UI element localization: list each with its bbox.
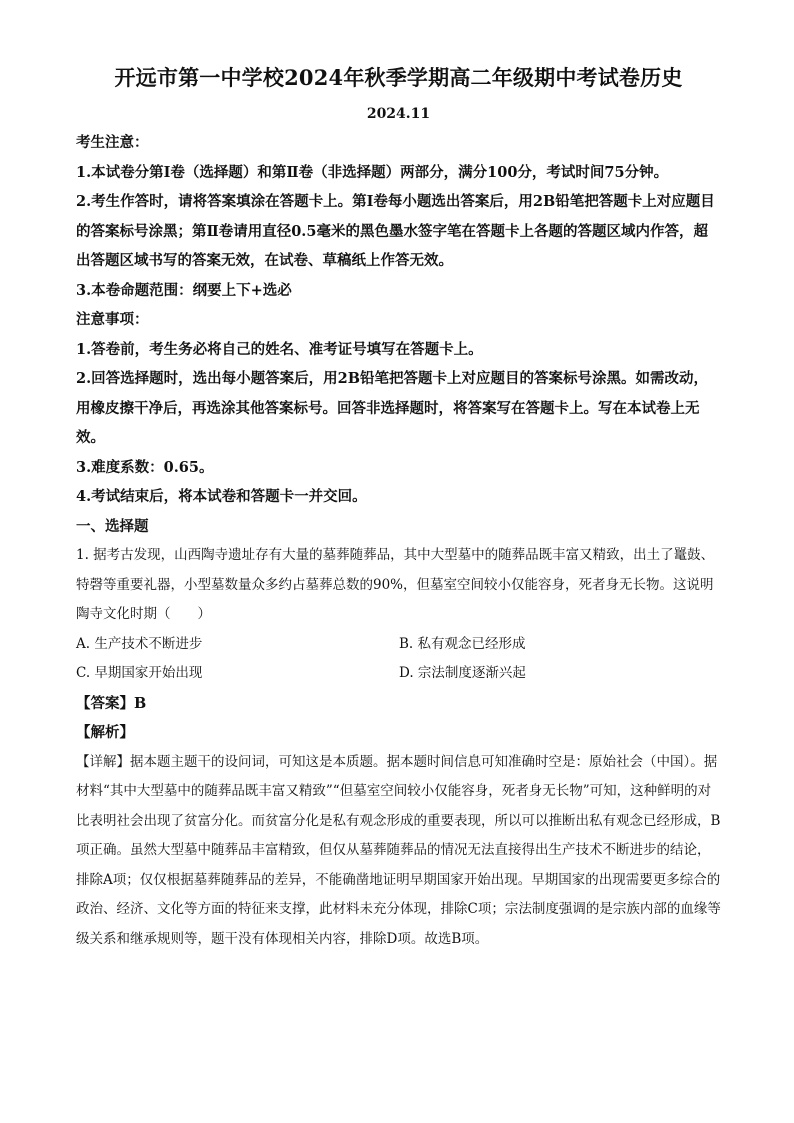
option-a: A. 生产技术不断进步 — [76, 635, 203, 652]
exam-page — [76, 60, 721, 954]
question-stem: 1. 据考古发现，山西陶寺遗址存有大量的墓葬随葬品，其中大型墓中的随葬品既丰富又精致，出土了鼍鼓、特磬等重要礼器，小型墓数量众多约占墓葬总数的90%，但墓室空间较小仅能容身，死者身无长物。这说明陶寺文化时期（ ） — [76, 547, 715, 622]
notice-item-2: 2.考生作答时，请将答案填涂在答题卡上。第Ⅰ卷每小题选出答案后，用2B铅笔把答题卡上对应题目的答案标号涂黑；第Ⅱ卷请用直径0.5毫米的黑色墨水签字笔在答题卡上各题的答题区域内作答，超出答题区域书写的答案无效，在试卷、草稿纸上作答无效。 — [76, 193, 715, 269]
instructions-item-3: 3.难度系数：0.65。 — [76, 458, 214, 476]
option-d: D. 宗法制度逐渐兴起 — [399, 665, 526, 681]
instructions-item-4: 4.考试结束后，将本试卷和答题卡一并交回。 — [76, 488, 367, 505]
notice-heading: 考生注意： — [76, 134, 149, 151]
notice-item-1: 1.本试卷分第Ⅰ卷（选择题）和第Ⅱ卷（非选择题）两部分，满分100分，考试时间75分钟。 — [76, 163, 669, 181]
instructions-heading: 注意事项： — [76, 311, 149, 328]
exam-title: 开远市第一中学校2024年秋季学期高二年级期中考试卷历史 — [114, 65, 683, 90]
analysis-detail: 【详解】据本题主题干的设问词，可知这是本质题。据本题时间信息可知准确时空是：原始社会（中国）。据材料“其中大型墓中的随葬品既丰富又精致”“但墓室空间较小仅能容身，死者身无长物”可知，这种鲜明的对比表明社会出现了贫富分化。而贫富分化是私有观念形成的重要表现，所以可以推断出私有观念已经形成，B项正确。虽然大型墓中随葬品丰富精致，但仅从墓葬随葬品的情况无法直接得出生产技术不断进步的结论，排除A项；仅仅根据墓葬随葬品的差异，不能确凿地证明早期国家开始出现。早期国家的出现需要更多综合的政治、经济、文化等方面的特征来支撑，此材料未充分体现，排除C项；宗法制度强调的是宗族内部的血缘等级关系和继承规则等，题干没有体现相关内容，排除D项。故选B项。 — [76, 753, 721, 947]
exam-date: 2024.11 — [366, 106, 431, 122]
option-c: C. 早期国家开始出现 — [76, 665, 203, 681]
answer-line: 【答案】B — [76, 694, 147, 712]
instructions-item-1: 1.答卷前，考生务必将自己的姓名、准考证号填写在答题卡上。 — [76, 340, 483, 358]
notice-item-3: 3.本卷命题范围：纲要上下+选必 — [76, 281, 292, 299]
section-heading: 一、选择题 — [76, 517, 149, 535]
question-options — [76, 630, 721, 689]
option-b: B. 私有观念已经形成 — [399, 635, 526, 652]
analysis-label: 【解析】 — [76, 724, 134, 741]
instructions-item-2: 2.回答选择题时，选出每小题答案后，用2B铅笔把答题卡上对应题目的答案标号涂黑。如需改动，用橡皮擦干净后，再选涂其他答案标号。回答非选择题时，将答案写在答题卡上。写在本试卷上无效。 — [76, 370, 708, 446]
